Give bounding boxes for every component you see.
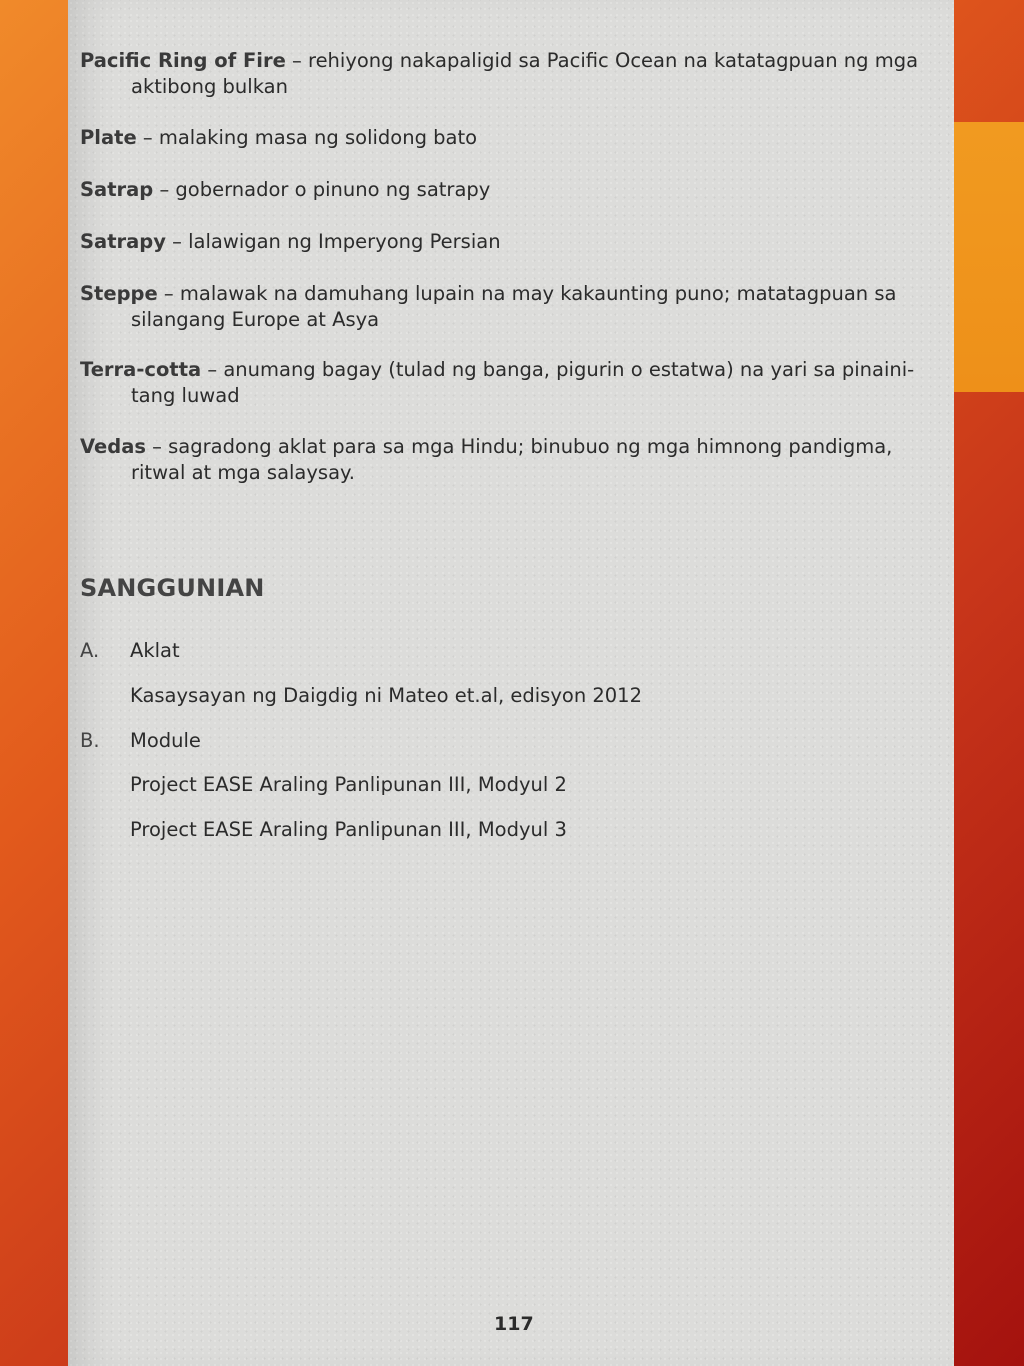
references-title: SANGGUNIAN xyxy=(80,574,265,602)
document-page xyxy=(68,0,954,1366)
reference-section-label: A. xyxy=(80,639,100,662)
glossary-entry-satrap xyxy=(80,177,930,203)
glossary-entry-plate xyxy=(80,125,930,151)
reference-section-heading: Module xyxy=(130,729,201,752)
glossary-definition: – gobernador o pinuno ng satrapy xyxy=(153,178,491,201)
glossary-entry-terra-cotta xyxy=(80,357,930,408)
glossary-definition-continued: tang luwad xyxy=(131,383,240,407)
reference-section-label: B. xyxy=(80,729,100,752)
glossary-term: Terra-cotta xyxy=(80,358,202,381)
glossary-term: Plate xyxy=(80,126,137,149)
glossary-definition: – malaking masa ng solidong bato xyxy=(136,126,478,149)
glossary-definition: – anumang bagay (tulad ng banga, pigurin o estatwa) na yari sa pinaini- xyxy=(201,358,915,381)
glossary-definition: – lalawigan ng Imperyong Persian xyxy=(165,230,501,253)
glossary-term: Vedas xyxy=(80,435,146,458)
glossary-definition-continued: ritwal at mga salaysay. xyxy=(131,460,355,484)
glossary-term: Satrapy xyxy=(80,230,166,253)
glossary-definition: – rehiyong nakapaligid sa Pacific Ocean na katatagpuan ng mga xyxy=(285,49,919,72)
glossary-term: Satrap xyxy=(80,178,154,201)
glossary-term: Pacific Ring of Fire xyxy=(80,49,286,72)
glossary-definition: – malawak na damuhang lupain na may kakaunting puno; matatagpuan sa xyxy=(157,282,897,305)
glossary-entry-pacific-ring-of-fire xyxy=(80,48,930,99)
glossary-definition: – sagradong aklat para sa mga Hindu; binubuo ng mga himnong pandigma, xyxy=(145,435,893,458)
glossary-entry-steppe xyxy=(80,281,930,332)
glossary-definition-continued: aktibong bulkan xyxy=(131,74,288,98)
reference-item: Project EASE Araling Panlipunan III, Modyul 2 xyxy=(130,773,567,796)
glossary-entry-vedas xyxy=(80,434,930,485)
reference-item: Kasaysayan ng Daigdig ni Mateo et.al, edisyon 2012 xyxy=(130,684,642,707)
glossary-entry-satrapy xyxy=(80,229,930,255)
page-number: 117 xyxy=(494,1313,534,1335)
glossary-definition-continued: silangang Europe at Asya xyxy=(131,307,380,331)
glossary-term: Steppe xyxy=(80,282,158,305)
reference-section-heading: Aklat xyxy=(130,639,180,662)
reference-item: Project EASE Araling Panlipunan III, Modyul 3 xyxy=(130,818,567,841)
